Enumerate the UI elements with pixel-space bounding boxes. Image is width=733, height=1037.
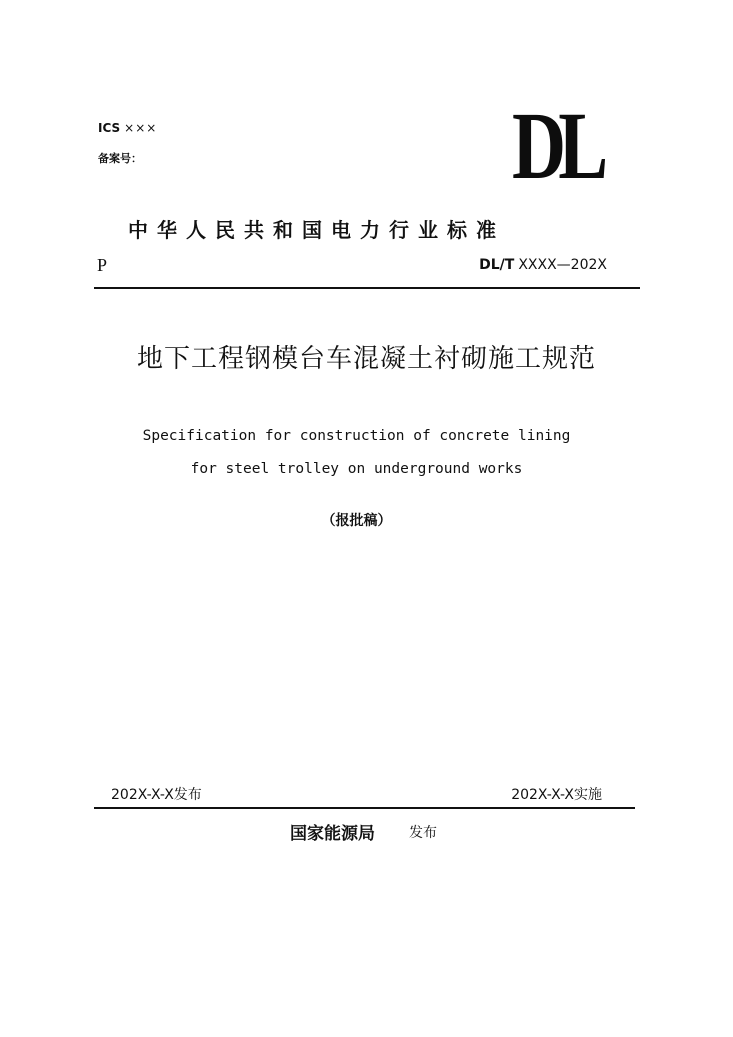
document-title-english-line2: for steel trolley on underground works [190,461,523,477]
standard-number-prefix: DL/T [479,257,515,273]
top-divider [94,287,640,289]
ics-label: ICS [98,121,121,135]
issued-label: 发布 [409,825,437,841]
document-title-english-line1: Specification for construction of concrete lining [142,428,571,444]
ics-value: ××× [124,121,158,135]
filing-number-label: 备案号： [98,152,142,165]
ics-code [98,121,157,135]
dl-logo: DL [512,92,601,199]
document-title-chinese: 地下工程钢模台车混凝土衬砌施工规范 [136,344,596,374]
publish-date: 202X-X-X发布 [111,787,202,803]
bottom-divider [94,807,635,809]
standard-number [479,257,607,273]
implement-date: 202X-X-X实施 [511,787,602,803]
category-code: P [97,255,108,275]
standard-number-value: XXXX—202X [518,257,607,273]
industry-standard-title: 中华人民共和国电力行业标准 [128,218,505,242]
issuing-authority: 国家能源局 [290,824,375,844]
draft-status: （报批稿） [321,513,392,529]
